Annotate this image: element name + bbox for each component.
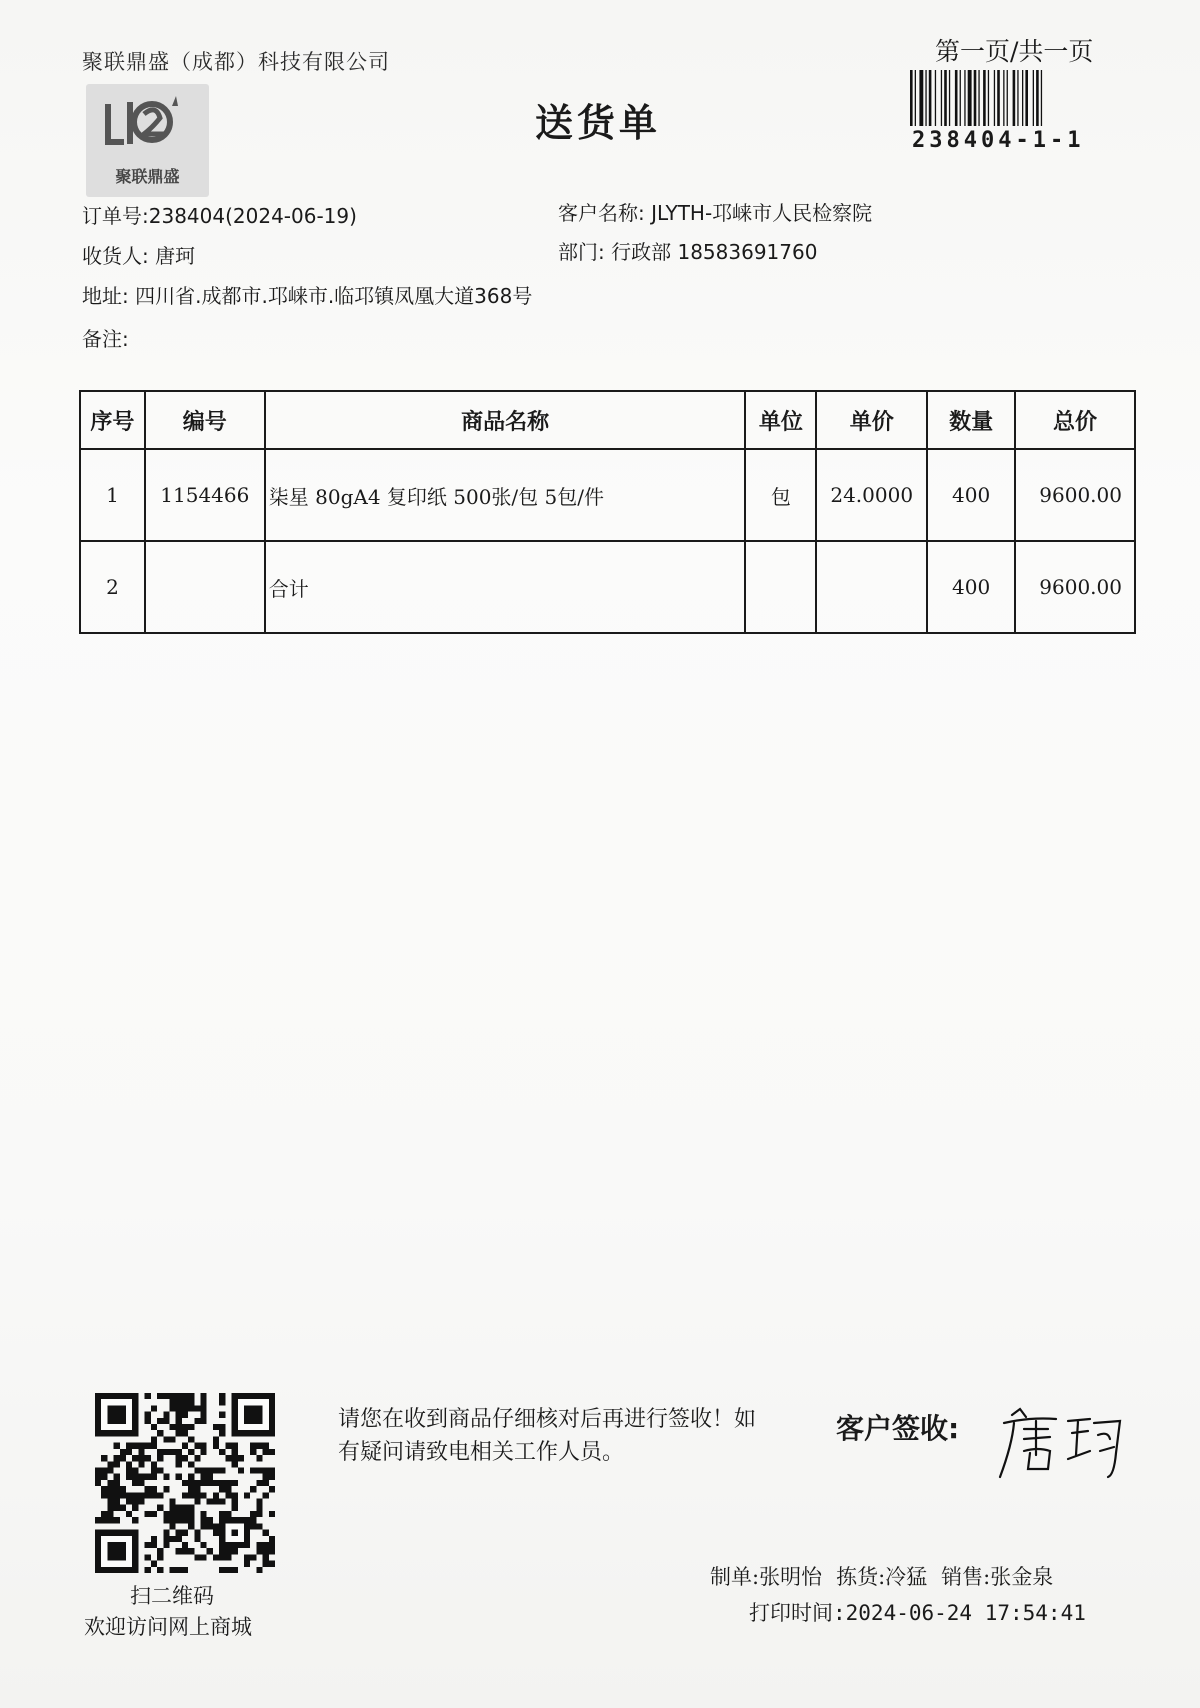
print-time: 打印时间:2024-06-24 17:54:41 (749, 1601, 1086, 1625)
company-name: 聚联鼎盛（成都）科技有限公司 (82, 50, 390, 74)
header-product-name: 商品名称 (265, 391, 746, 449)
receiver-label: 收货人: (82, 244, 149, 268)
maker: 制单:张明怡 (710, 1565, 823, 1589)
address-label: 地址: (82, 284, 129, 308)
customer-field (558, 197, 872, 226)
cell-seq: 2 (80, 541, 145, 633)
order-number-label: 订单号: (82, 204, 149, 228)
receipt-notice: 请您在收到商品仔细核对后再进行签收！如有疑问请致电相关工作人员。 (338, 1407, 757, 1465)
cell-quantity: 400 (927, 541, 1015, 633)
page-number: 第一页/共一页 (935, 37, 1094, 66)
cell-code: 1154466 (145, 449, 265, 541)
header-unit: 单位 (745, 391, 816, 449)
customer-sign-label: 客户签收: (836, 1412, 960, 1445)
header-total: 总价 (1015, 391, 1135, 449)
cell-code (145, 541, 265, 633)
document-title: 送货单 (535, 101, 662, 145)
picker: 拣货:冷猛 (836, 1565, 928, 1589)
cell-product-name: 柒星 80gA4 复印纸 500张/包 5包/件 (265, 449, 746, 541)
department-field (558, 236, 817, 265)
header-quantity: 数量 (927, 391, 1015, 449)
barcode-number: 238404-1-1 (912, 128, 1085, 153)
receiver-name: 唐珂 (155, 244, 196, 268)
receiver-field (82, 240, 195, 269)
table-row (80, 541, 1135, 633)
customer-name: JLYTH-邛崃市人民检察院 (651, 201, 873, 225)
order-number-field (82, 200, 357, 229)
cell-unit-price: 24.0000 (816, 449, 927, 541)
department-label: 部门: (558, 240, 605, 264)
cell-unit-price (816, 541, 927, 633)
cell-unit (745, 541, 816, 633)
order-number: 238404(2024-06-19) (148, 204, 357, 228)
address-field (82, 280, 532, 309)
remark-label: 备注: (82, 327, 129, 351)
header-code: 编号 (145, 391, 265, 449)
staff-line (710, 1561, 1067, 1591)
logo-text: 聚联鼎盛 (115, 167, 180, 186)
cell-total: 9600.00 (1015, 449, 1135, 541)
remark-field (82, 323, 129, 352)
barcode (910, 70, 1130, 126)
customer-label: 客户名称: (558, 201, 645, 225)
table-header-row (80, 391, 1135, 449)
cell-unit: 包 (745, 449, 816, 541)
header-seq: 序号 (80, 391, 145, 449)
header-unit-price: 单价 (816, 391, 927, 449)
table-row (80, 449, 1135, 541)
department-value: 行政部 18583691760 (611, 240, 818, 264)
qr-code[interactable] (95, 1393, 275, 1573)
address-value: 四川省.成都市.邛崃市.临邛镇凤凰大道368号 (135, 284, 533, 308)
items-table (79, 390, 1136, 634)
cell-seq: 1 (80, 449, 145, 541)
company-logo (86, 84, 209, 197)
cell-total: 9600.00 (1015, 541, 1135, 633)
sales: 销售:张金泉 (941, 1565, 1054, 1589)
qr-caption-scan: 扫二维码 (130, 1584, 214, 1608)
cell-product-name: 合计 (265, 541, 746, 633)
qr-caption-mall: 欢迎访问网上商城 (84, 1615, 252, 1639)
handwritten-signature (990, 1395, 1130, 1485)
cell-quantity: 400 (927, 449, 1015, 541)
